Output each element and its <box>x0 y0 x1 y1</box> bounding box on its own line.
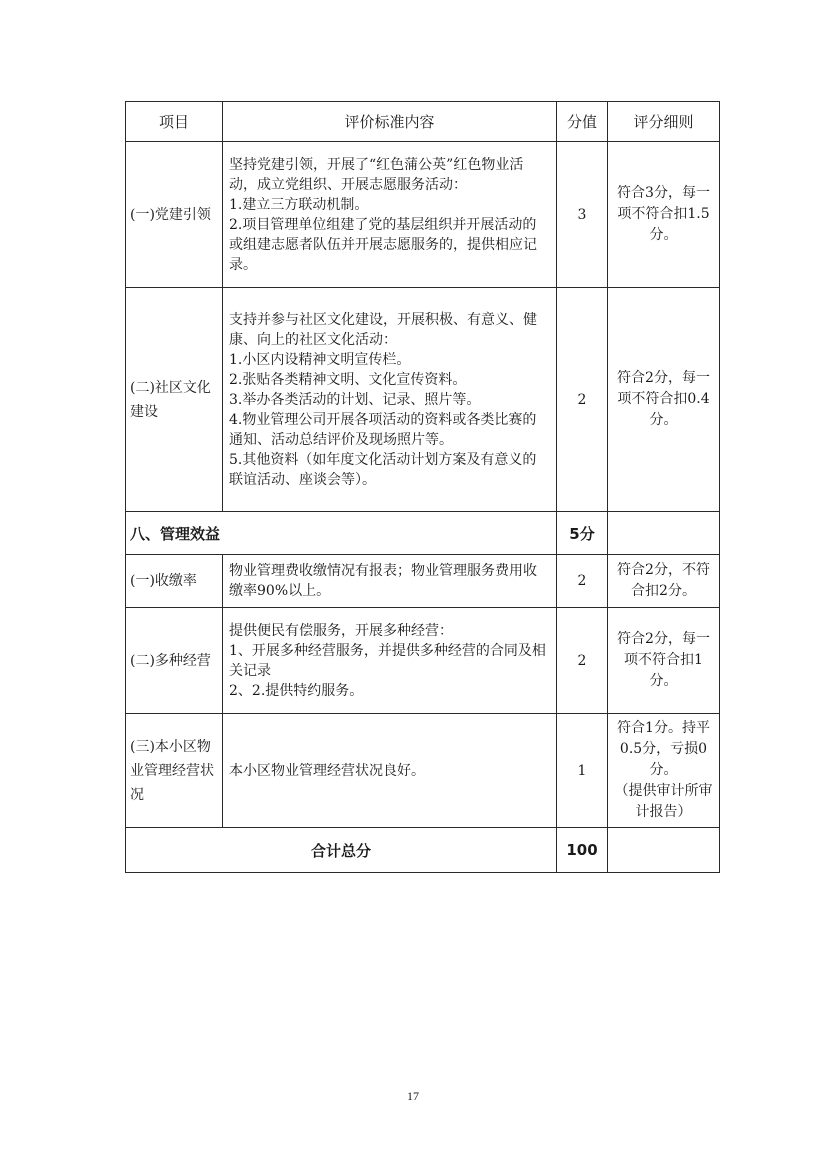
total-label: 合计总分 <box>126 828 557 873</box>
content-line: 提供便民有偿服务，开展多种经营： <box>229 622 453 639</box>
row-item: (二)多种经营 <box>126 608 223 714</box>
content-line: 2、2.提供特约服务。 <box>229 682 364 699</box>
content-line: 3.举办各类活动的计划、记录、照片等。 <box>229 391 481 408</box>
content-line: 4.物业管理公司开展各项活动的资料或各类比赛的通知、活动总结评价及现场照片等。 <box>229 411 537 448</box>
scoring-sheet <box>125 101 719 873</box>
row-content <box>223 608 557 714</box>
section-row <box>126 512 720 555</box>
total-score: 100 <box>557 828 608 873</box>
content-line: 1、开展多种经营服务，并提供多种经营的合同及相关记录 <box>229 642 546 679</box>
row-score: 2 <box>557 288 608 512</box>
row-item: (一)收缴率 <box>126 555 223 608</box>
table-row <box>126 714 720 828</box>
content-line: 1.建立三方联动机制。 <box>229 196 369 213</box>
total-row <box>126 828 720 873</box>
content-line: 本小区物业管理经营状况良好。 <box>229 762 425 779</box>
row-score: 3 <box>557 142 608 288</box>
row-rule: 符合2分，不符合扣2分。 <box>608 555 720 608</box>
table-row <box>126 142 720 288</box>
row-score: 1 <box>557 714 608 828</box>
content-line: 物业管理费收缴情况有报表；物业管理服务费用收缴率90%以上。 <box>229 563 537 599</box>
total-rule-empty <box>608 828 720 873</box>
header-score: 分值 <box>557 102 608 142</box>
content-line: 坚持党建引领，开展了“红色蒲公英”红色物业活动，成立党组织、开展志愿服务活动： <box>229 156 524 193</box>
evaluation-table <box>125 101 720 873</box>
content-line: 1.小区内设精神文明宣传栏。 <box>229 351 411 368</box>
header-item: 项目 <box>126 102 223 142</box>
section-rule-empty <box>608 512 720 555</box>
header-row <box>126 102 720 142</box>
row-rule <box>608 714 720 828</box>
header-rule: 评分细则 <box>608 102 720 142</box>
row-item: (一)党建引领 <box>126 142 223 288</box>
row-rule: 符合2分，每一项不符合扣0.4分。 <box>608 288 720 512</box>
row-rule: 符合3分，每一项不符合扣1.5分。 <box>608 142 720 288</box>
content-line: 2.项目管理单位组建了党的基层组织并开展活动的或组建志愿者队伍并开展志愿服务的，提供相应记录。 <box>229 216 537 273</box>
rule-line: 符合1分。持平0.5分，亏损0分。 <box>617 720 710 778</box>
row-rule: 符合2分，每一项不符合扣1分。 <box>608 608 720 714</box>
section-score: 5分 <box>557 512 608 555</box>
section-title: 八、管理效益 <box>126 512 557 555</box>
table-row <box>126 608 720 714</box>
row-content <box>223 555 557 608</box>
rule-line: （提供审计所审计报告） <box>614 783 713 820</box>
row-content <box>223 142 557 288</box>
content-line: 支持并参与社区文化建设，开展积极、有意义、健康、向上的社区文化活动： <box>229 311 537 348</box>
header-content: 评价标准内容 <box>223 102 557 142</box>
content-line: 2.张贴各类精神文明、文化宣传资料。 <box>229 371 467 388</box>
row-item: (三)本小区物业管理经营状况 <box>126 714 223 828</box>
content-line: 5.其他资料（如年度文化活动计划方案及有意义的联谊活动、座谈会等）。 <box>229 451 537 488</box>
table-row <box>126 555 720 608</box>
row-content <box>223 714 557 828</box>
row-item: (二)社区文化建设 <box>126 288 223 512</box>
table-row <box>126 288 720 512</box>
row-score: 2 <box>557 555 608 608</box>
row-content <box>223 288 557 512</box>
page-number: 17 <box>407 1089 419 1103</box>
row-score: 2 <box>557 608 608 714</box>
